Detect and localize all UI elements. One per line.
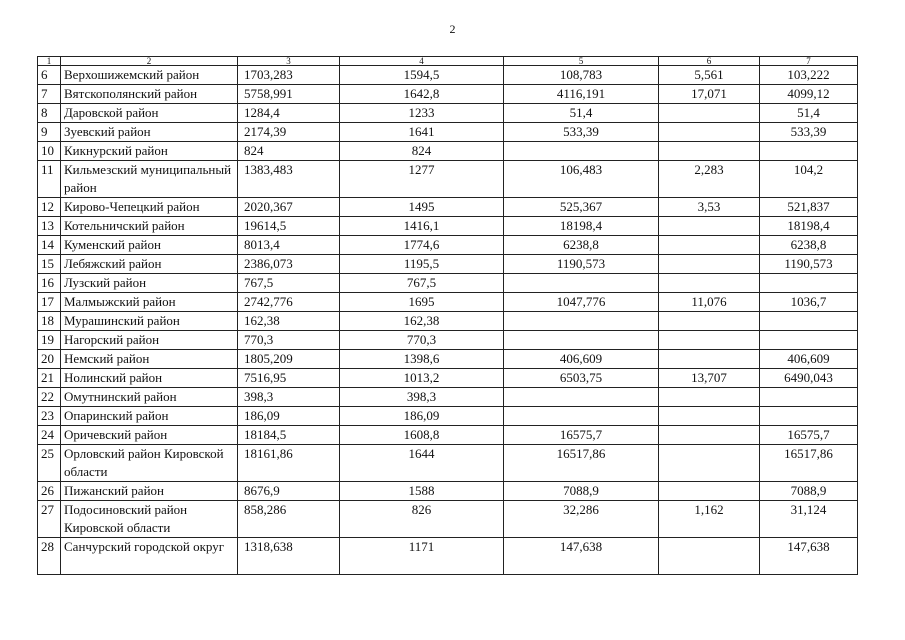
district-name-cell: Кирово-Чепецкий район (61, 198, 238, 217)
col7-cell: 1190,573 (760, 255, 858, 274)
col4-cell: 1642,8 (340, 85, 504, 104)
table-row (38, 66, 858, 85)
col5-cell: 7088,9 (504, 482, 659, 501)
row-number-cell: 27 (38, 501, 61, 538)
col6-cell: 11,076 (659, 293, 760, 312)
district-name-cell: Опаринский район (61, 407, 238, 426)
col7-cell: 4099,12 (760, 85, 858, 104)
table-row (38, 312, 858, 331)
row-number-cell: 19 (38, 331, 61, 350)
district-name-cell: Лебяжский район (61, 255, 238, 274)
row-number-cell: 7 (38, 85, 61, 104)
col5-cell: 32,286 (504, 501, 659, 538)
col3-cell: 162,38 (238, 312, 340, 331)
col5-cell: 18198,4 (504, 217, 659, 236)
table-row (38, 369, 858, 388)
row-number-cell: 26 (38, 482, 61, 501)
row-number-cell: 23 (38, 407, 61, 426)
col4-cell: 1277 (340, 161, 504, 198)
col7-cell: 147,638 (760, 538, 858, 575)
col7-cell: 51,4 (760, 104, 858, 123)
col5-cell: 406,609 (504, 350, 659, 369)
district-name-cell: Нолинский район (61, 369, 238, 388)
col7-cell: 16517,86 (760, 445, 858, 482)
col4-cell: 1644 (340, 445, 504, 482)
district-name-cell: Нагорский район (61, 331, 238, 350)
column-header: 1 (38, 57, 61, 66)
table-row (38, 426, 858, 445)
col5-cell: 4116,191 (504, 85, 659, 104)
table-row (38, 104, 858, 123)
col4-cell: 767,5 (340, 274, 504, 293)
col5-cell (504, 274, 659, 293)
col3-cell: 1703,283 (238, 66, 340, 85)
col3-cell: 2174,39 (238, 123, 340, 142)
table-row (38, 482, 858, 501)
col4-cell: 770,3 (340, 331, 504, 350)
col3-cell: 1383,483 (238, 161, 340, 198)
district-name-cell: Даровской район (61, 104, 238, 123)
col3-cell: 7516,95 (238, 369, 340, 388)
col3-cell: 8013,4 (238, 236, 340, 255)
col5-cell (504, 388, 659, 407)
col4-cell: 824 (340, 142, 504, 161)
district-name-cell: Куменский район (61, 236, 238, 255)
col5-cell: 147,638 (504, 538, 659, 575)
table-row (38, 255, 858, 274)
col7-cell: 104,2 (760, 161, 858, 198)
col5-cell (504, 142, 659, 161)
row-number-cell: 16 (38, 274, 61, 293)
col4-cell: 1171 (340, 538, 504, 575)
col5-cell: 6503,75 (504, 369, 659, 388)
district-name-cell: Малмыжский район (61, 293, 238, 312)
row-number-cell: 14 (38, 236, 61, 255)
col6-cell: 17,071 (659, 85, 760, 104)
col3-cell: 2386,073 (238, 255, 340, 274)
row-number-cell: 21 (38, 369, 61, 388)
col6-cell (659, 538, 760, 575)
row-number-cell: 12 (38, 198, 61, 217)
column-header: 4 (340, 57, 504, 66)
col4-cell: 826 (340, 501, 504, 538)
district-name-cell: Кикнурский район (61, 142, 238, 161)
col7-cell: 6238,8 (760, 236, 858, 255)
table-row (38, 350, 858, 369)
col7-cell (760, 331, 858, 350)
col6-cell (659, 142, 760, 161)
col4-cell: 1588 (340, 482, 504, 501)
col4-cell: 1594,5 (340, 66, 504, 85)
district-name-cell: Пижанский район (61, 482, 238, 501)
col6-cell (659, 350, 760, 369)
col6-cell: 2,283 (659, 161, 760, 198)
row-number-cell: 6 (38, 66, 61, 85)
table-row (38, 142, 858, 161)
district-name-cell: Оричевский район (61, 426, 238, 445)
col7-cell: 1036,7 (760, 293, 858, 312)
data-table (37, 56, 858, 575)
col6-cell (659, 104, 760, 123)
col6-cell (659, 426, 760, 445)
col7-cell: 406,609 (760, 350, 858, 369)
col4-cell: 1495 (340, 198, 504, 217)
column-header: 2 (61, 57, 238, 66)
row-number-cell: 20 (38, 350, 61, 369)
column-header: 6 (659, 57, 760, 66)
col7-cell (760, 407, 858, 426)
row-number-cell: 25 (38, 445, 61, 482)
col3-cell: 8676,9 (238, 482, 340, 501)
col3-cell: 1805,209 (238, 350, 340, 369)
col7-cell: 6490,043 (760, 369, 858, 388)
col6-cell (659, 255, 760, 274)
district-name-cell: Омутнинский район (61, 388, 238, 407)
col6-cell (659, 312, 760, 331)
col3-cell: 770,3 (238, 331, 340, 350)
col5-cell (504, 331, 659, 350)
col3-cell: 19614,5 (238, 217, 340, 236)
col6-cell (659, 407, 760, 426)
col5-cell: 1190,573 (504, 255, 659, 274)
district-name-cell: Подосиновский район Кировской области (61, 501, 238, 538)
col6-cell (659, 331, 760, 350)
table-row (38, 217, 858, 236)
table-row (38, 274, 858, 293)
col5-cell: 533,39 (504, 123, 659, 142)
col4-cell: 1774,6 (340, 236, 504, 255)
col5-cell: 1047,776 (504, 293, 659, 312)
row-number-cell: 24 (38, 426, 61, 445)
district-name-cell: Котельничский район (61, 217, 238, 236)
col6-cell (659, 217, 760, 236)
district-name-cell: Санчурский городской округ (61, 538, 238, 575)
col6-cell (659, 445, 760, 482)
col4-cell: 1416,1 (340, 217, 504, 236)
table-row (38, 407, 858, 426)
col3-cell: 1284,4 (238, 104, 340, 123)
district-name-cell: Лузский район (61, 274, 238, 293)
col5-cell: 106,483 (504, 161, 659, 198)
col3-cell: 5758,991 (238, 85, 340, 104)
district-name-cell: Кильмезский муниципальный район (61, 161, 238, 198)
col5-cell: 51,4 (504, 104, 659, 123)
col7-cell: 18198,4 (760, 217, 858, 236)
col7-cell (760, 274, 858, 293)
district-name-cell: Верхошижемский район (61, 66, 238, 85)
district-name-cell: Мурашинский район (61, 312, 238, 331)
table-row (38, 85, 858, 104)
col6-cell (659, 388, 760, 407)
col7-cell: 103,222 (760, 66, 858, 85)
col4-cell: 398,3 (340, 388, 504, 407)
col7-cell: 521,837 (760, 198, 858, 217)
col5-cell: 16517,86 (504, 445, 659, 482)
district-name-cell: Немский район (61, 350, 238, 369)
table-row (38, 161, 858, 198)
col6-cell (659, 236, 760, 255)
col5-cell: 6238,8 (504, 236, 659, 255)
row-number-cell: 13 (38, 217, 61, 236)
col4-cell: 1233 (340, 104, 504, 123)
row-number-cell: 28 (38, 538, 61, 575)
col7-cell: 7088,9 (760, 482, 858, 501)
col6-cell (659, 123, 760, 142)
page-number: 2 (449, 22, 456, 36)
col3-cell: 18184,5 (238, 426, 340, 445)
district-name-cell: Орловский район Кировской области (61, 445, 238, 482)
col7-cell: 31,124 (760, 501, 858, 538)
col7-cell (760, 388, 858, 407)
row-number-cell: 11 (38, 161, 61, 198)
col3-cell: 858,286 (238, 501, 340, 538)
row-number-cell: 15 (38, 255, 61, 274)
col3-cell: 2020,367 (238, 198, 340, 217)
col6-cell: 5,561 (659, 66, 760, 85)
column-header: 7 (760, 57, 858, 66)
row-number-cell: 22 (38, 388, 61, 407)
col6-cell: 13,707 (659, 369, 760, 388)
row-number-cell: 18 (38, 312, 61, 331)
table-row (38, 236, 858, 255)
col4-cell: 1695 (340, 293, 504, 312)
col6-cell: 1,162 (659, 501, 760, 538)
col6-cell (659, 274, 760, 293)
district-name-cell: Зуевский район (61, 123, 238, 142)
col5-cell: 525,367 (504, 198, 659, 217)
row-number-cell: 17 (38, 293, 61, 312)
col4-cell: 1195,5 (340, 255, 504, 274)
col4-cell: 1641 (340, 123, 504, 142)
col3-cell: 1318,638 (238, 538, 340, 575)
district-name-cell: Вятскополянский район (61, 85, 238, 104)
col6-cell (659, 482, 760, 501)
column-number-row (38, 57, 858, 66)
col3-cell: 2742,776 (238, 293, 340, 312)
table-row (38, 198, 858, 217)
col7-cell (760, 312, 858, 331)
col5-cell: 108,783 (504, 66, 659, 85)
col3-cell: 398,3 (238, 388, 340, 407)
col5-cell (504, 407, 659, 426)
table-row (38, 538, 858, 575)
col3-cell: 824 (238, 142, 340, 161)
column-header: 5 (504, 57, 659, 66)
table-row (38, 331, 858, 350)
col5-cell: 16575,7 (504, 426, 659, 445)
col7-cell: 16575,7 (760, 426, 858, 445)
row-number-cell: 8 (38, 104, 61, 123)
col4-cell: 186,09 (340, 407, 504, 426)
table-row (38, 445, 858, 482)
col6-cell: 3,53 (659, 198, 760, 217)
col4-cell: 1398,6 (340, 350, 504, 369)
table-row (38, 293, 858, 312)
col3-cell: 18161,86 (238, 445, 340, 482)
row-number-cell: 9 (38, 123, 61, 142)
column-header: 3 (238, 57, 340, 66)
col3-cell: 186,09 (238, 407, 340, 426)
col3-cell: 767,5 (238, 274, 340, 293)
col4-cell: 1013,2 (340, 369, 504, 388)
col7-cell: 533,39 (760, 123, 858, 142)
col4-cell: 1608,8 (340, 426, 504, 445)
col5-cell (504, 312, 659, 331)
table-row (38, 388, 858, 407)
table-row (38, 501, 858, 538)
col7-cell (760, 142, 858, 161)
row-number-cell: 10 (38, 142, 61, 161)
table-row (38, 123, 858, 142)
col4-cell: 162,38 (340, 312, 504, 331)
